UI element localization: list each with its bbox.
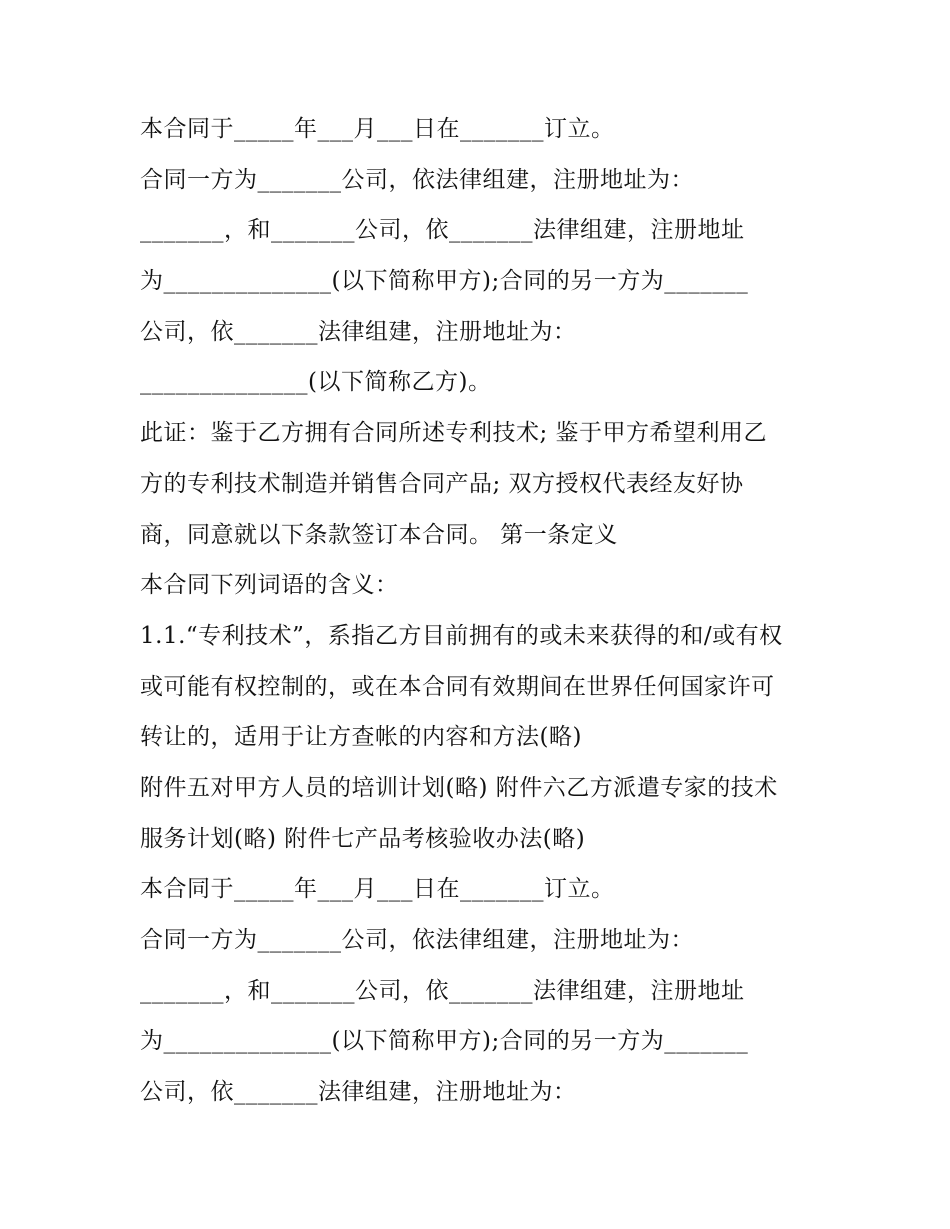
text-line: 合同一方为_______公司，依法律组建，注册地址为： <box>140 927 694 953</box>
text-line: _______，和_______公司，依_______法律组建，注册地址 <box>140 977 745 1004</box>
text-line: 本合同于_____年___月___日在_______订立。 <box>140 876 615 903</box>
text-line: _______，和_______公司，依_______法律组建，注册地址 <box>140 217 745 244</box>
text-line: 为______________(以下简称甲方);合同的另一方为_______ <box>140 268 749 295</box>
text-line: 此证：鉴于乙方拥有合同所述专利技术; 鉴于甲方希望利用乙 <box>140 420 768 447</box>
text-line: 为______________(以下简称甲方);合同的另一方为_______ <box>140 1028 749 1055</box>
document-body <box>140 104 820 1118</box>
text-line: 1.1.“专利技术”，系指乙方目前拥有的或未来获得的和/或有权 <box>140 622 783 649</box>
text-line: 合同一方为_______公司，依法律组建，注册地址为： <box>140 166 694 193</box>
text-line: 服务计划(略) 附件七产品考核验收办法(略) <box>140 825 586 852</box>
text-line: 公司，依_______法律组建，注册地址为： <box>140 318 577 345</box>
text-line: 本合同于_____年___月___日在_______订立。 <box>140 116 615 142</box>
text-line: 方的专利技术制造并销售合同产品; 双方授权代表经友好协 <box>140 470 744 497</box>
text-line: 商，同意就以下条款签订本合同。 第一条定义 <box>140 521 618 548</box>
text-line: ______________(以下简称乙方)。 <box>140 369 492 396</box>
text-line: 本合同下列词语的含义： <box>140 572 399 599</box>
text-line: 公司，依_______法律组建，注册地址为： <box>140 1079 577 1106</box>
text-line: 转让的，适用于让方查帐的内容和方法(略) <box>140 724 582 751</box>
text-line: 或可能有权控制的，或在本合同有效期间在世界任何国家许可 <box>140 673 775 700</box>
text-line: 附件五对甲方人员的培训计划(略) 附件六乙方派遣专家的技术 <box>140 774 778 801</box>
